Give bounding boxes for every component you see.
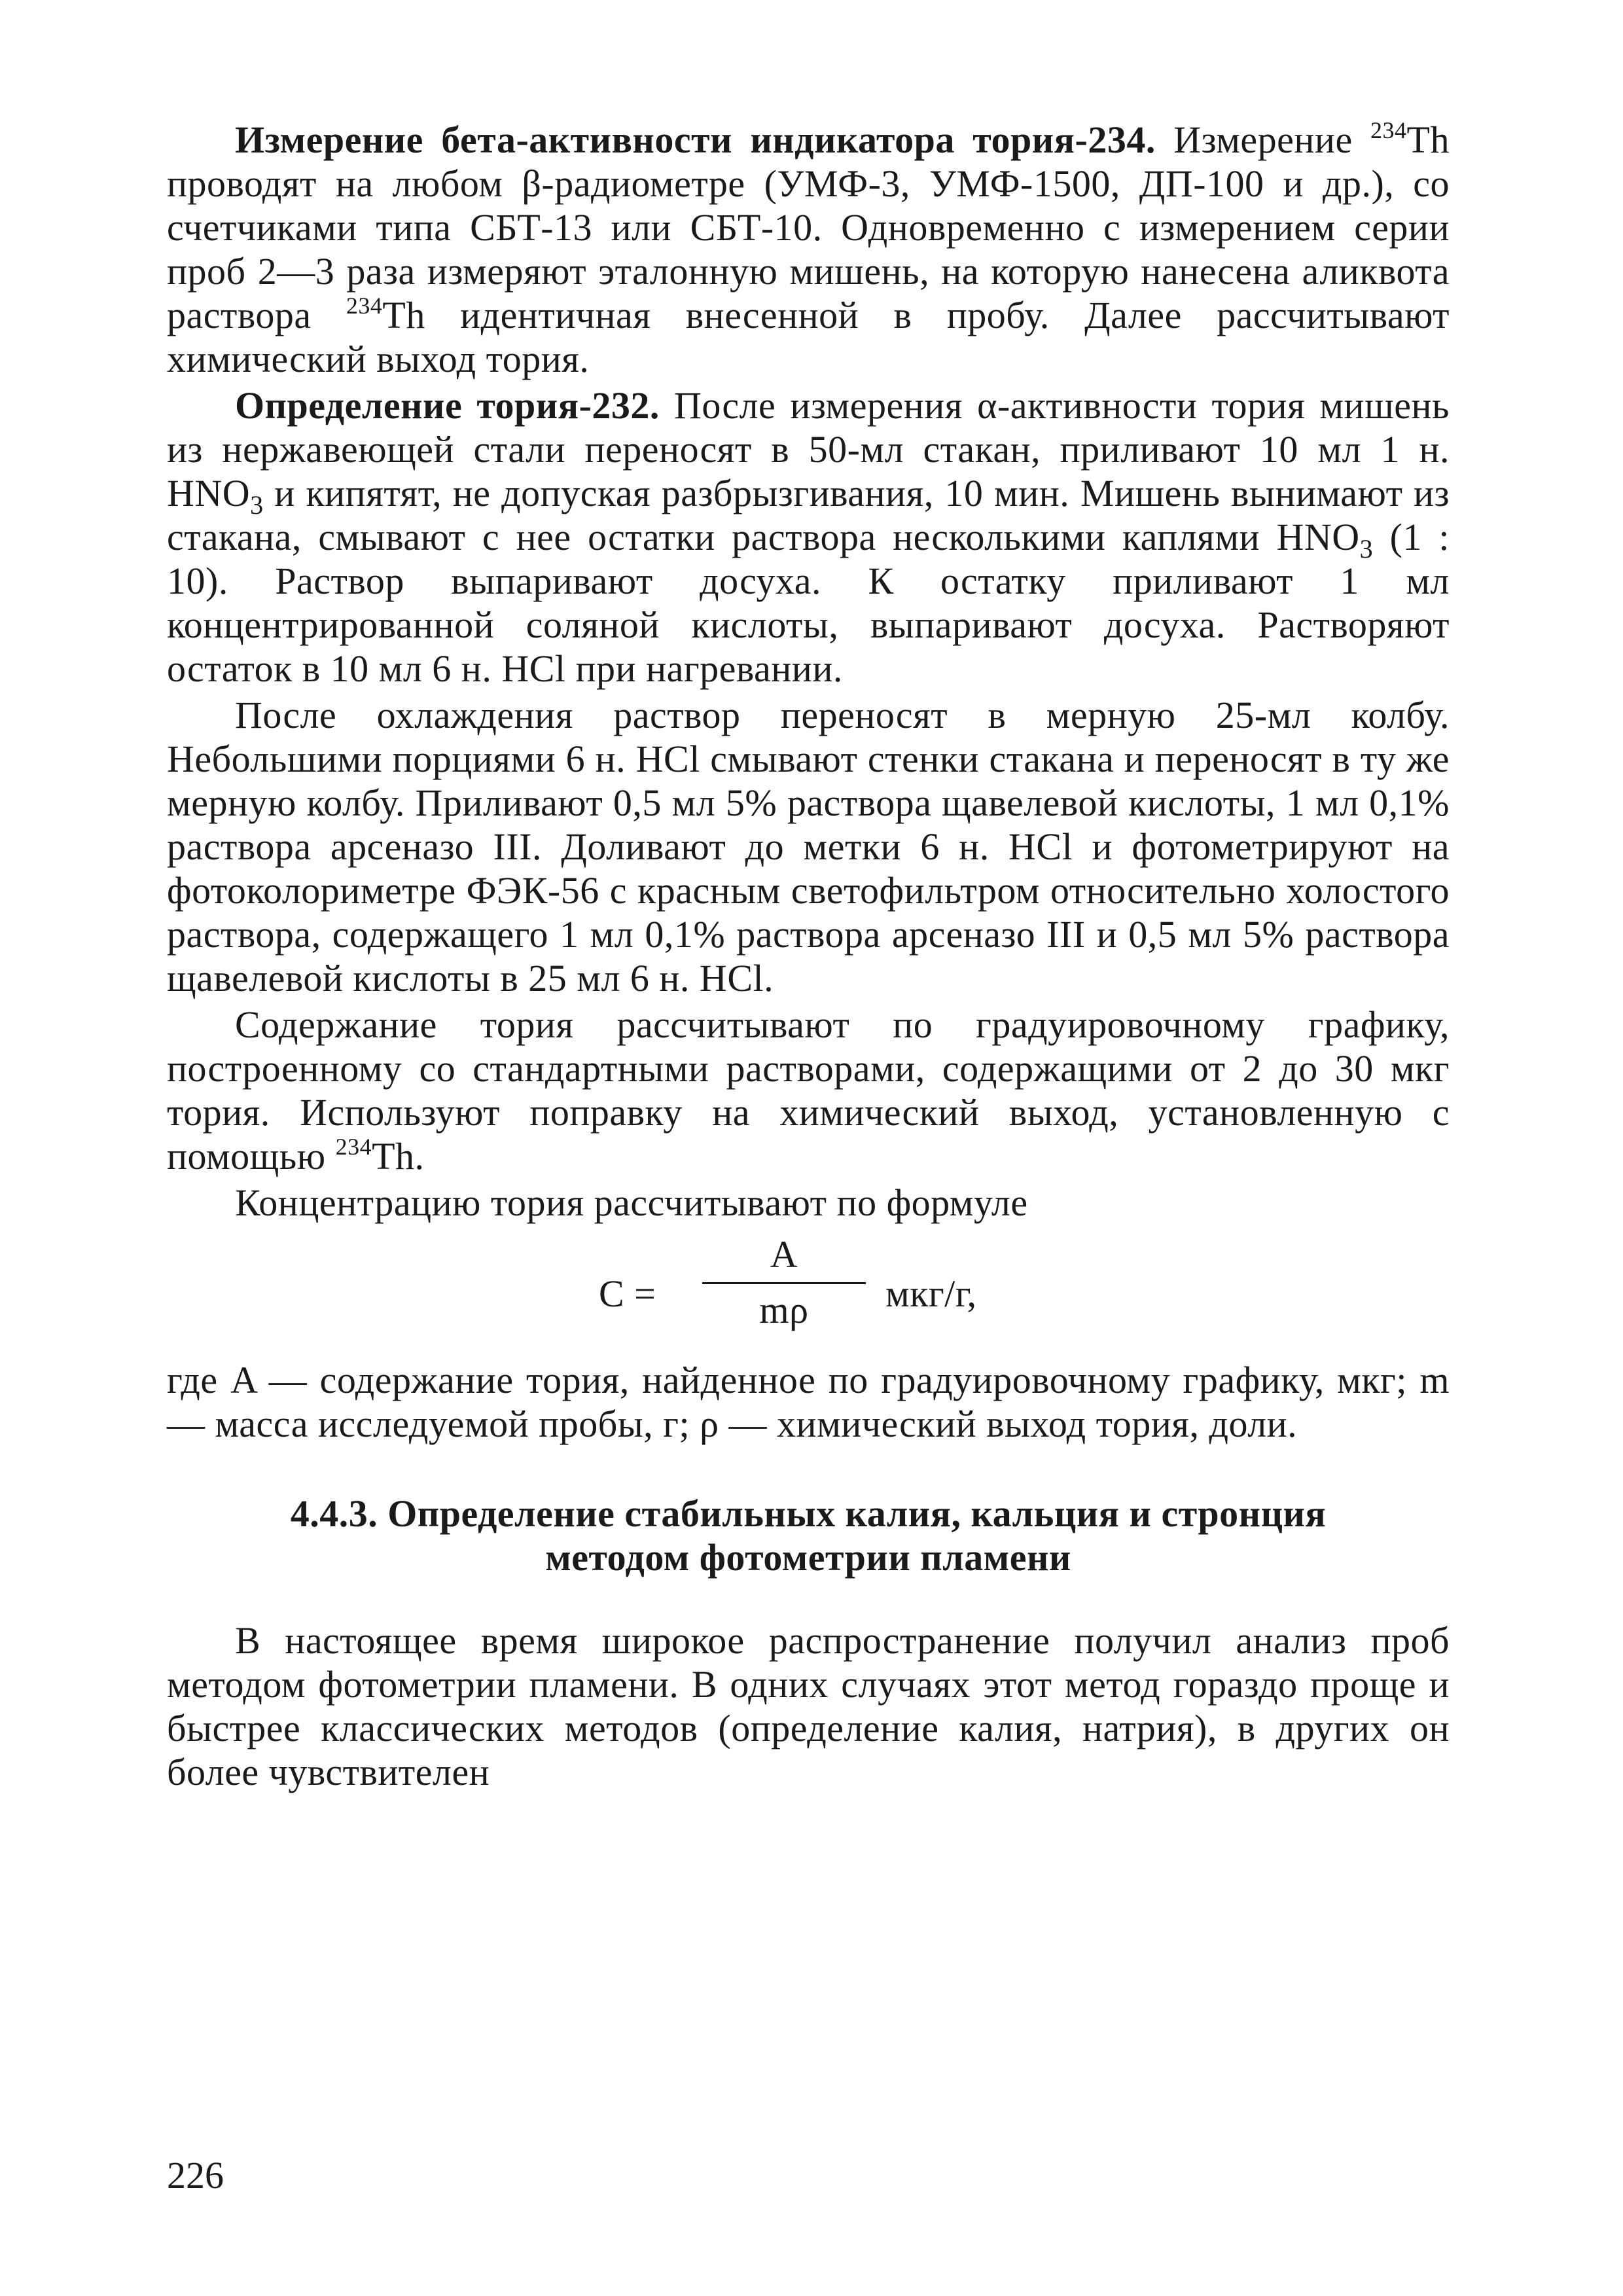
paragraph-text: Измерение [1155,118,1371,161]
paragraph-beta-measurement [167,118,1450,381]
paragraph-text: Th идентичная внесенной в пробу. Далее рассчитывают химический выход тория. [167,294,1450,380]
paragraph-text: Th. [372,1135,425,1177]
paragraph-cooling: После охлаждения раствор переносят в мерную 25-мл колбу. Небольшими порциями 6 н. HCl смывают стенки стакана и переносят в ту же мерную колбу. Приливают 0,5 мл 5% раствора щавелевой кислоты, 1 мл 0,1% раствора арсеназо III. Доливают до метки 6 н. HCl и фотометрируют на фотоколориметре ФЭК-56 с красным светофильтром относительно холостого раствора, содержащего 1 мл 0,1% раствора арсеназо III и 0,5 мл 5% раствора щавелевой кислоты в 25 мл 6 н. HCl. [167,694,1450,999]
page-body [167,118,1450,1794]
paragraph-content [167,1003,1450,1178]
concentration-formula [167,1234,1450,1345]
isotope-superscript: 234 [1370,117,1407,143]
section-heading-line: методом фотометрии пламени [545,1536,1071,1579]
paragraph-title: Определение тория-232. [235,384,660,427]
formula-unit: мкг/г, [885,1272,977,1315]
isotope-superscript: 234 [335,1134,372,1160]
formula-subscript: 3 [1359,534,1374,564]
formula-subscript: 3 [250,490,264,520]
isotope-superscript: 234 [346,293,383,319]
paragraph-thorium-232 [167,384,1450,691]
section-heading [167,1492,1450,1579]
formula-fraction [702,1234,866,1331]
formula-numerator: A [770,1233,798,1276]
paragraph-text: и кипятят, не допуская разбрызгивания, 10 мин. Мишень вынимают из стакана, смывают с нее остатки раствора несколькими каплями HNO [167,472,1450,558]
paragraph-text: (1 : 10). Раствор выпаривают досуха. К остатку приливают 1 мл концентрированной соляной кислоты, выпаривают досуха. Растворяют остаток в 10 мл 6 н. HCl при нагревании. [167,516,1450,690]
section-heading-line: 4.4.3. Определение стабильных калия, кальция и стронция [290,1492,1327,1535]
paragraph-flame-photometry: В настоящее время широкое распространение получил анализ проб методом фотометрии пламени. В одних случаях этот метод гораздо проще и быстрее классических методов (определение калия, натрия), в других он более чувствителен [167,1619,1450,1793]
paragraph-text: После измерения α-активности тория мишень из нержавеющей стали переносят в 50-мл стакан, приливают 10 мл 1 н. HNO [167,384,1450,514]
paragraph-title: Измерение бета-активности индикатора тория-234. [235,118,1156,161]
paragraph-text: Содержание тория рассчитывают по градуировочному графику, построенному со стандартными растворами, содержащими от 2 до 30 мкг тория. Используют поправку на химический выход, установленную с помощью [167,1003,1450,1177]
paragraph-text: Th проводят на любом β-радиометре (УМФ-3, УМФ-1500, ДП-100 и др.), со счетчиками типа СБТ-13 или СБТ-10. Одновременно с измерением серии проб 2—3 раза измеряют эталонную мишень, на которую нанесена аликвота раствора [167,118,1450,336]
paragraph-concentration: Концентрацию тория рассчитывают по формуле [235,1181,1028,1224]
page-number: 226 [167,2154,224,2197]
formula-lhs: C = [599,1272,656,1315]
formula-denominator: mρ [759,1289,809,1331]
paragraph-legend: где A — содержание тория, найденное по градуировочному графику, мкг; m — масса исследуемой пробы, г; ρ — химический выход тория, доли. [167,1359,1450,1445]
fraction-bar [702,1282,866,1284]
